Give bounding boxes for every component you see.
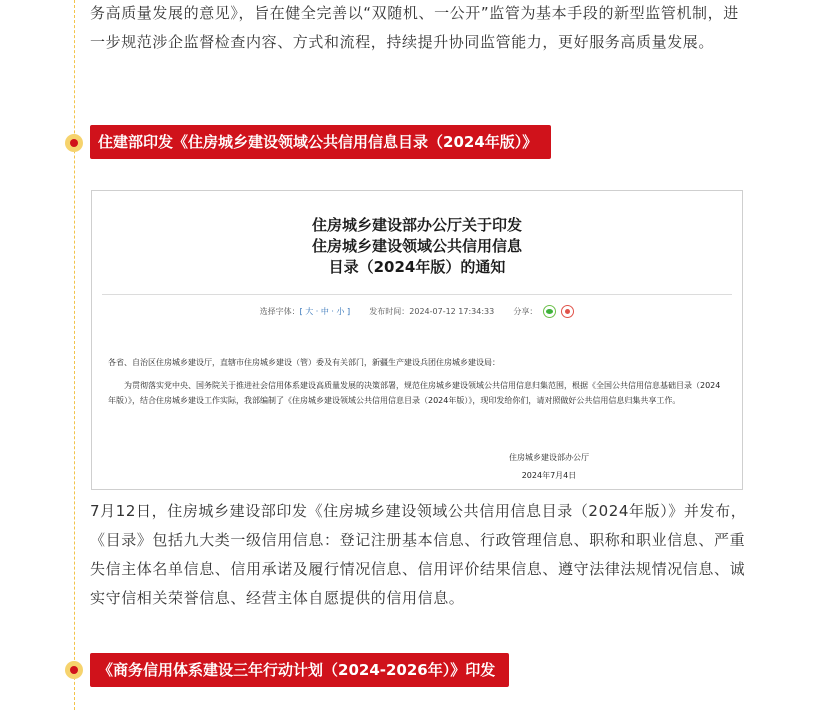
notice-document-image [91,190,743,490]
section-title-housing-credit: 住建部印发《住房城乡建设领域公共信用信息目录（2024年版）》 [90,125,551,159]
notice-meta-bar [92,304,742,320]
section-title-commerce-credit: 《商务信用体系建设三年行动计划（2024-2026年）》印发 [90,653,509,687]
timeline-dot-icon [65,661,83,679]
notice-content: 为贯彻落实党中央、国务院关于推进社会信用体系建设高质量发展的决策部署，规范住房城乡建设领域公共信用信息归集范围，根据《全国公共信用信息基础目录（2024年版）》，结合住房城乡建设工作实际，我部编制了《住房城乡建设领域公共信用信息目录（2024年版）》，现印发给你们，请对照做好公共信用信息归集共享工作。 [108,381,721,405]
notice-title [92,215,742,278]
intro-paragraph: 务高质量发展的意见》，旨在健全完善以“双随机、一公开”监管为基本手段的新型监管机制，进一步规范涉企监督检查内容、方式和流程，持续提升协同监管能力，更好服务高质量发展。 [90,4,739,51]
catalog-paragraph: 7月12日，住房城乡建设部印发《住房城乡建设领域公共信用信息目录（2024年版）》并发布，《目录》包括九大类一级信用信息：登记注册基本信息、行政管理信息、职称和职业信息、严重失信主体名单信息、信用承诺及履行情况信息、信用评价结果信息、遵守法律法规情况信息、诚实守信相关荣誉信息、经营主体自愿提供的信用信息。 [90,502,747,607]
notice-signer: 住房城乡建设部办公厅 [509,453,589,462]
share-label: 分享： [513,307,538,316]
publish-time: 发布时间：2024-07-12 17:34:33 [369,307,495,316]
notice-title-line: 住房城乡建设部办公厅关于印发 [311,216,522,234]
weibo-icon[interactable] [561,305,574,318]
font-size-label: 选择字体： [259,307,300,316]
notice-signature [494,449,604,485]
notice-date: 2024年7月4日 [521,471,577,480]
timeline-dot-icon [65,134,83,152]
notice-body [108,355,728,408]
wechat-icon[interactable] [543,305,556,318]
notice-divider [102,294,732,295]
timeline-line [74,0,75,710]
notice-title-line: 目录（2024年版）的通知 [328,258,506,276]
notice-salutation: 各省、自治区住房城乡建设厅，直辖市住房城乡建设（管）委及有关部门，新疆生产建设兵团住房城乡建设局： [108,358,500,367]
notice-title-line: 住房城乡建设领域公共信用信息 [311,237,522,255]
font-size-options[interactable]: [ 大 · 中 · 小 ] [299,307,351,316]
